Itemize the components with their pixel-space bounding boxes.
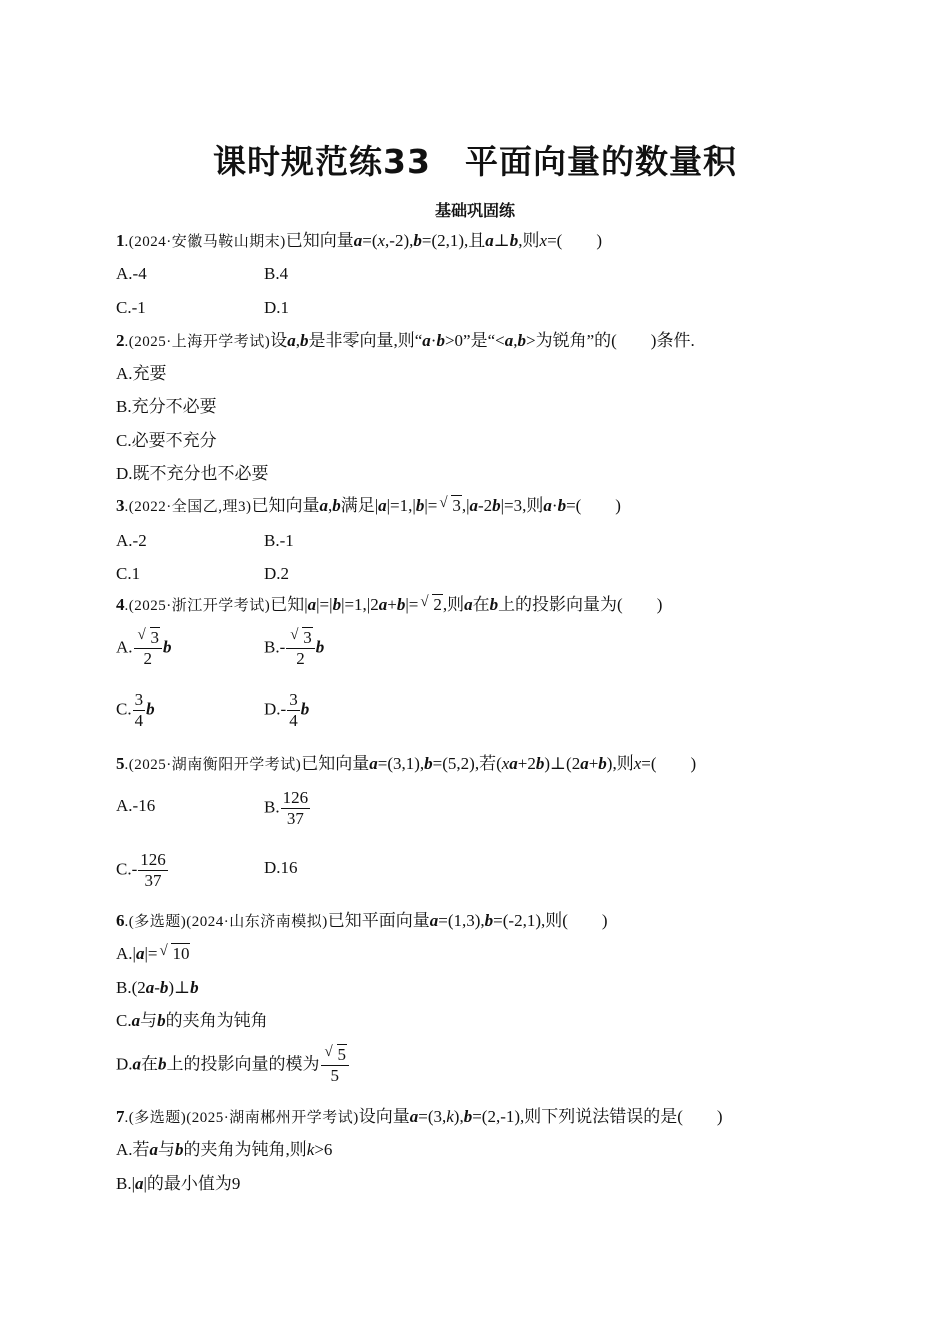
- question-1-option-a: A.-4: [116, 264, 147, 283]
- sqrt-expression: √ 3: [439, 495, 461, 515]
- section-heading: 基础巩固练: [434, 201, 515, 220]
- question-5-stem: 5.(2025·湖南衡阳开学考试)已知向量a=(3,1),b=(5,2),若(xa+2b)⊥(2a+b),则x=( ): [116, 754, 697, 773]
- question-1-stem: 1.(2024·安徽马鞍山期末)已知向量a=(x,-2),b=(2,1),且a⊥b,则x=( ): [116, 231, 603, 250]
- question-5-option-c: C.- $\frac{126}{37}$: [116, 850, 166, 890]
- question-7-stem: 7.(多选题)(2025·湖南郴州开学考试)设向量a=(3,k),b=(2,-1),则下列说法错误的是( ): [116, 1107, 723, 1126]
- page-title: 课时规范练33 平面向量的数量积: [213, 142, 737, 181]
- question-2-stem: 2.(2025·上海开学考试)设a,b是非零向量,则“a·b>0”是“<a,b>为锐角”的( )条件.: [116, 331, 695, 350]
- question-6-option-d: D.a在b上的投影向量的模为 √ 5 5: [116, 1045, 350, 1086]
- question-2-option-b: B.充分不必要: [116, 397, 217, 416]
- question-3-option-b: B.-1: [264, 531, 294, 550]
- question-3-option-d: D.2: [264, 564, 290, 583]
- question-1-option-d: D.1: [264, 298, 290, 317]
- question-2-option-d: D.既不充分也不必要: [116, 464, 269, 483]
- question-4-option-a: A. √ 3 2 b: [116, 627, 172, 668]
- question-2-option-a: A.充要: [116, 364, 167, 383]
- question-3-option-a: A.-2: [116, 531, 147, 550]
- question-6-stem: 6.(多选题)(2024·山东济南模拟)已知平面向量a=(1,3),b=(-2,1),则( ): [116, 911, 608, 930]
- question-5-option-a: A.-16: [116, 796, 156, 815]
- question-5-option-d: D.16: [264, 858, 298, 877]
- question-6-option-a: A.|a|= √ 10: [116, 943, 190, 963]
- question-1-option-c: C.-1: [116, 298, 146, 317]
- question-4-option-c: C. $\frac{3}{4}$ b: [116, 690, 155, 730]
- question-3-option-c: C.1: [116, 564, 141, 583]
- question-1-option-b: B.4: [264, 264, 289, 283]
- question-5-option-b: B. $\frac{126}{37}$: [264, 788, 309, 828]
- question-6-option-c: C.a与b的夹角为钝角: [116, 1011, 268, 1030]
- question-7-option-b: B.|a|的最小值为9: [116, 1174, 241, 1193]
- question-2-option-c: C.必要不充分: [116, 431, 217, 450]
- sqrt-expression: √ 2: [420, 594, 442, 614]
- question-4-option-b: B.- √ 3 2 b: [264, 627, 325, 668]
- question-4-stem: 4.(2025·浙江开学考试)已知|a|=|b|=1,|2a+b|= √ 2,则a在b上的投影向量为( ): [116, 594, 663, 614]
- question-6-option-b: B.(2a-b)⊥b: [116, 978, 199, 997]
- question-4-option-d: D.- $\frac{3}{4}$ b: [264, 690, 310, 730]
- question-3-stem: 3.(2022·全国乙,理3)已知向量a,b满足|a|=1,|b|= √ 3,|a-2b|=3,则a·b=( ): [116, 495, 621, 515]
- question-7-option-a: A.若a与b的夹角为钝角,则k>6: [116, 1140, 333, 1159]
